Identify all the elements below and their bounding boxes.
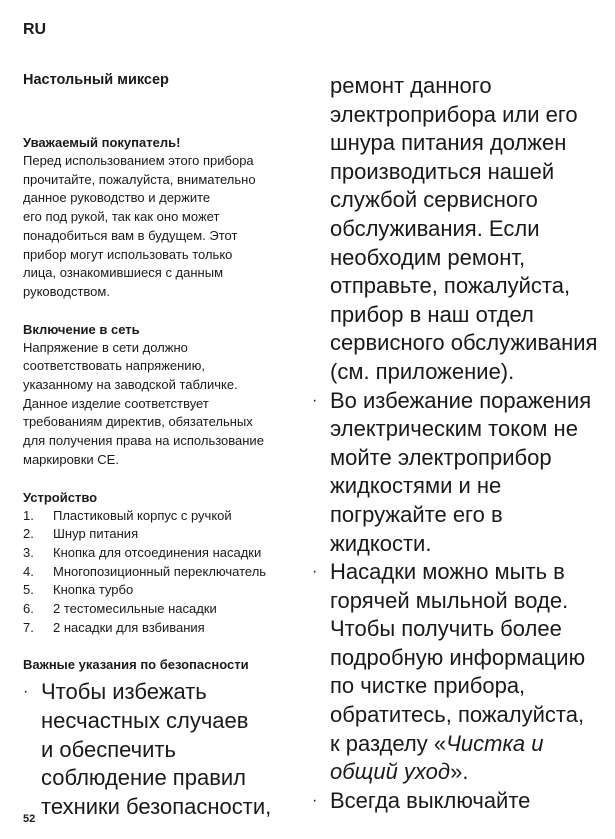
greeting-line: прочитайте, пожалуйста, внимательно xyxy=(23,171,256,187)
bullet-line: жидкости. xyxy=(330,530,432,556)
bullet-line: Во избежание поражения xyxy=(330,387,592,413)
text-line: службой сервисного xyxy=(330,187,538,213)
item-text: Шнур питания xyxy=(53,526,139,542)
greeting-paragraph xyxy=(23,152,315,302)
item-number: 7. xyxy=(23,619,34,635)
bullet-line: и обеспечить xyxy=(41,736,176,762)
bullet-line: Насадки можно мыть в xyxy=(330,559,565,585)
greeting-line: Перед использованием этого прибора xyxy=(23,153,254,168)
bullet-line: подробную информацию xyxy=(330,644,586,670)
text-line: сервисного обслуживания xyxy=(330,330,598,356)
text-line: шнура питания должен xyxy=(330,130,567,156)
bullet-icon: · xyxy=(312,791,318,809)
bullet-line: соблюдение правил xyxy=(41,765,247,791)
device-heading: Устройство xyxy=(23,489,98,505)
item-text: Многопозиционный переключатель xyxy=(53,563,267,579)
text-line: (см. приложение). xyxy=(330,358,515,384)
item-text: Кнопка турбо xyxy=(53,582,134,598)
greeting-heading: Уважаемый покупатель! xyxy=(23,135,181,150)
bullet-line: горячей мыльной воде. xyxy=(330,587,569,613)
document-title: Настольный миксер xyxy=(23,72,169,88)
power-line: соответствовать напряжению, xyxy=(23,358,205,374)
language-code: RU xyxy=(23,21,47,38)
list-item xyxy=(23,544,315,563)
item-number: 4. xyxy=(23,563,34,579)
safety-list xyxy=(23,678,315,821)
bullet-line: Чтобы избежать xyxy=(41,679,207,705)
greeting-line: руководством. xyxy=(23,283,110,299)
safety-heading: Важные указания по безопасности xyxy=(23,657,249,673)
greeting-line: прибор могут использовать только xyxy=(23,246,233,262)
item-number: 3. xyxy=(23,544,34,560)
text-line: обслуживания. Если xyxy=(330,215,540,241)
greeting-line: лица, ознакомившиеся с данным xyxy=(23,265,224,281)
bullet-text xyxy=(330,787,530,816)
power-line: указанному на заводской табличке. xyxy=(23,377,238,393)
text-line: ремонт данного xyxy=(330,73,492,98)
bullet-line xyxy=(330,758,585,787)
list-item xyxy=(23,525,315,544)
bullet-icon: · xyxy=(312,563,318,581)
item-number: 1. xyxy=(23,507,34,523)
right-column xyxy=(312,72,600,815)
item-text: 2 насадки для взбивания xyxy=(53,619,205,635)
text-line: производиться нашей xyxy=(330,158,555,184)
power-paragraph xyxy=(23,339,315,470)
list-item xyxy=(23,507,315,526)
safety-bullet-item xyxy=(312,787,600,816)
page-number: 52 xyxy=(23,813,36,825)
item-text: Кнопка для отсоединения насадки xyxy=(53,544,262,560)
continuation-paragraph xyxy=(312,72,600,387)
bullet-text xyxy=(330,558,585,787)
power-line: маркировки CE. xyxy=(23,451,119,467)
bullet-line: погружайте его в xyxy=(330,501,503,527)
item-text: 2 тестомесильные насадки xyxy=(53,601,217,617)
text-line: отправьте, пожалуйста, xyxy=(330,273,571,299)
bullet-line: Всегда выключайте xyxy=(330,787,531,813)
list-item xyxy=(23,563,315,582)
safety-bullet-item xyxy=(312,387,600,559)
item-number: 6. xyxy=(23,601,34,617)
bullet-text xyxy=(330,387,591,559)
greeting-line: понадобиться вам в будущем. Этот xyxy=(23,227,238,243)
bullet-line: обратитесь, пожалуйста, xyxy=(330,702,585,728)
ref-suffix: ». xyxy=(450,759,469,785)
list-item xyxy=(23,581,315,600)
safety-bullet-item xyxy=(23,678,315,821)
bullet-line: техники безопасности, xyxy=(41,793,272,819)
safety-list-continued xyxy=(312,387,600,816)
greeting-line: данное руководство и держите xyxy=(23,190,211,206)
item-number: 5. xyxy=(23,582,34,598)
item-text: Пластиковый корпус с ручкой xyxy=(53,507,232,523)
power-line: для получения права на использование xyxy=(23,433,264,449)
safety-bullet-item xyxy=(312,558,600,787)
power-line: Напряжение в сети должно xyxy=(23,339,188,355)
ref-prefix: к разделу « xyxy=(330,730,447,756)
power-line: требованиям директив, обязательных xyxy=(23,414,253,430)
greeting-line: его под рукой, так как оно может xyxy=(23,209,220,225)
item-number: 2. xyxy=(23,526,34,542)
bullet-line: мойте электроприбор xyxy=(330,444,552,470)
list-item xyxy=(23,619,315,638)
bullet-line: несчастных случаев xyxy=(41,708,249,734)
ref-italic: Чистка и xyxy=(446,730,544,756)
ref-italic: общий уход xyxy=(330,759,451,785)
text-line: прибор в наш отдел xyxy=(330,301,534,327)
bullet-line: Чтобы получить более xyxy=(330,616,562,642)
device-parts-list xyxy=(23,507,315,638)
bullet-line: электрическим током не xyxy=(330,416,578,442)
bullet-line: жидкостями и не xyxy=(330,473,502,499)
power-heading: Включение в сеть xyxy=(23,321,140,337)
bullet-icon: · xyxy=(312,391,318,409)
text-line: необходим ремонт, xyxy=(330,244,526,270)
text-line: электроприбора или его xyxy=(330,101,578,127)
left-column xyxy=(23,70,315,821)
bullet-icon: · xyxy=(23,683,29,701)
power-line: Данное изделие соответствует xyxy=(23,395,209,411)
list-item xyxy=(23,600,315,619)
bullet-line xyxy=(330,730,585,759)
bullet-line: по чистке прибора, xyxy=(330,673,526,699)
bullet-text xyxy=(41,678,271,821)
